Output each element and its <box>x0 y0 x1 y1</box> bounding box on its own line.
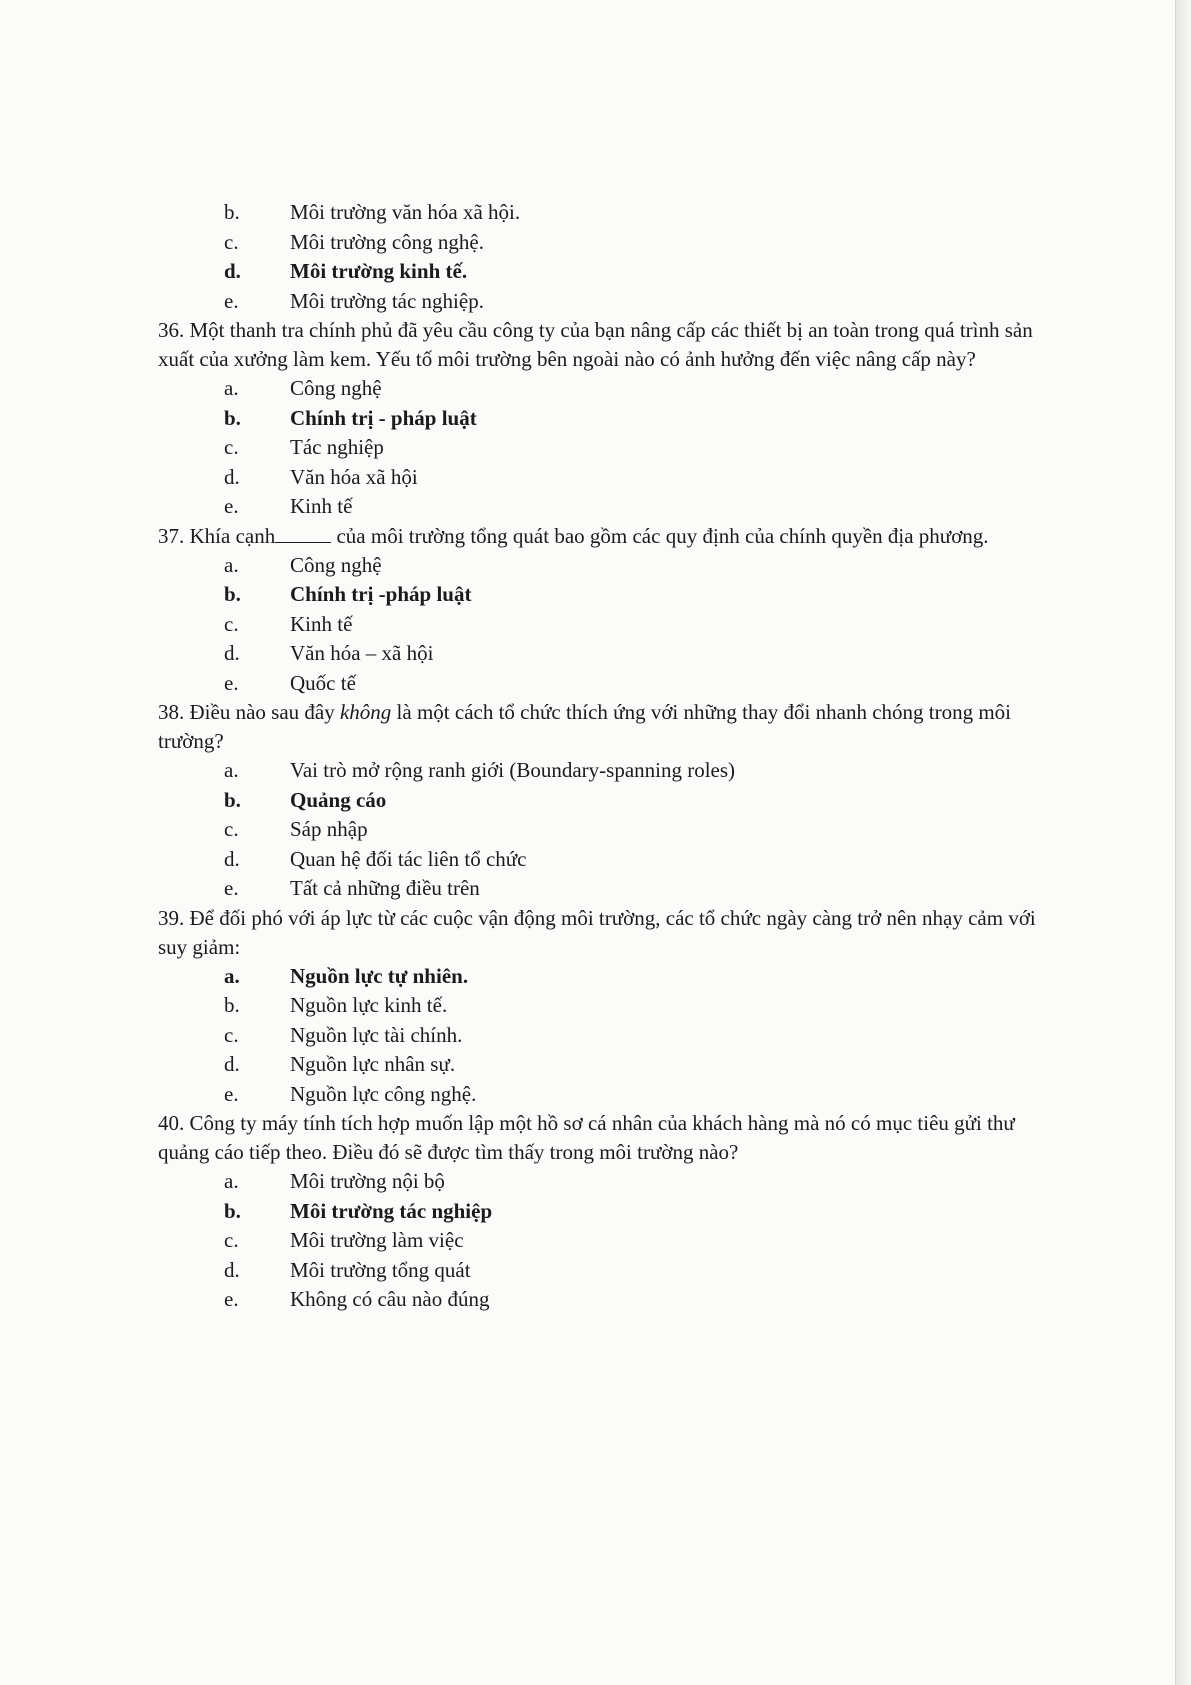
option-item <box>158 404 1038 434</box>
question-options <box>158 551 1038 699</box>
option-text: Tác nghiệp <box>290 435 384 459</box>
option-item <box>158 463 1038 493</box>
option-item <box>158 1226 1038 1256</box>
question-text-after: của môi trường tổng quát bao gồm các quy định của chính quyền địa phương. <box>331 523 989 548</box>
option-letter: d. <box>224 464 240 489</box>
option-item <box>158 1021 1038 1051</box>
option-item <box>158 433 1038 463</box>
option-text: Môi trường văn hóa xã hội. <box>290 200 521 224</box>
option-text: Môi trường làm việc <box>290 1228 464 1252</box>
option-text: Nguồn lực kinh tế. <box>290 993 448 1017</box>
option-text: Văn hóa – xã hội <box>290 641 434 665</box>
question-text-emphasis: không <box>339 700 392 724</box>
option-text: Nguồn lực công nghệ. <box>290 1081 477 1106</box>
option-letter: e. <box>224 1081 239 1106</box>
option-text: Quảng cáo <box>290 787 387 812</box>
option-letter: b. <box>224 787 241 812</box>
option-item <box>158 551 1038 581</box>
option-letter: e. <box>224 670 239 695</box>
question-text-before: 38. Điều nào sau đây <box>158 700 340 724</box>
continuation-options <box>158 198 1038 316</box>
option-text: Công nghệ <box>290 552 382 577</box>
option-item <box>158 198 1038 228</box>
option-text: Môi trường kinh tế. <box>290 259 468 283</box>
option-text: Công nghệ <box>290 376 382 400</box>
option-item <box>158 669 1038 699</box>
option-text: Chính trị - pháp luật <box>290 405 477 430</box>
option-letter: a. <box>224 376 239 400</box>
option-letter: c. <box>224 1228 239 1252</box>
option-text: Sáp nhập <box>290 817 368 841</box>
option-item <box>158 580 1038 610</box>
option-text: Quốc tế <box>290 670 356 695</box>
option-text: Quan hệ đối tác liên tổ chức <box>290 846 527 871</box>
option-letter: d. <box>224 846 240 871</box>
question-text: 39. Để đối phó với áp lực từ các cuộc vận động môi trường, các tổ chức ngày càng trở nên nhạy cảm với suy giảm: <box>158 905 1036 959</box>
question-options <box>158 374 1038 522</box>
question-39 <box>158 904 1038 1110</box>
option-letter: c. <box>224 435 239 459</box>
question-text-after: là một cách tổ chức thích ứng với những thay đổi nhanh chóng trong môi trường? <box>158 700 1012 753</box>
option-item <box>158 1167 1038 1197</box>
option-item <box>158 1256 1038 1286</box>
question-38 <box>158 698 1038 904</box>
option-letter: e. <box>224 876 239 900</box>
option-item <box>158 228 1038 258</box>
option-text: Môi trường tổng quát <box>290 1257 471 1282</box>
question-40 <box>158 1109 1038 1315</box>
scan-page-edge <box>1175 0 1191 1685</box>
option-text: Không có câu nào đúng <box>290 1287 490 1311</box>
fill-in-blank <box>275 524 331 543</box>
option-text: Nguồn lực nhân sự. <box>290 1052 456 1076</box>
option-item <box>158 492 1038 522</box>
question-text-before: 37. Khía cạnh <box>158 523 276 548</box>
option-letter: e. <box>224 1287 239 1311</box>
question-text <box>158 698 1038 756</box>
option-item <box>158 610 1038 640</box>
question-options <box>158 1167 1038 1315</box>
option-text: Kinh tế <box>290 494 353 518</box>
question-text: 40. Công ty máy tính tích hợp muốn lập một hồ sơ cá nhân của khách hàng mà nó có mục tiêu gửi thư quảng cáo tiếp theo. Điều đó sẽ được tìm thấy trong môi trường nào? <box>158 1111 1015 1164</box>
option-letter: c. <box>224 1022 239 1047</box>
option-text: Kinh tế <box>290 611 353 636</box>
page-content <box>158 198 1038 1315</box>
option-letter: d. <box>224 1052 240 1076</box>
question-36 <box>158 316 1038 522</box>
option-letter: b. <box>224 405 241 430</box>
option-letter: d. <box>224 1257 240 1282</box>
option-item <box>158 1080 1038 1110</box>
option-letter: e. <box>224 494 239 518</box>
option-text: Văn hóa xã hội <box>290 464 418 489</box>
option-letter: c. <box>224 229 239 254</box>
option-letter: b. <box>224 200 240 224</box>
option-text: Vai trò mở rộng ranh giới (Boundary-spanning roles) <box>290 758 736 782</box>
option-letter: a. <box>224 963 240 988</box>
option-item <box>158 639 1038 669</box>
option-letter: b. <box>224 582 241 606</box>
option-text: Nguồn lực tài chính. <box>290 1022 463 1047</box>
option-item <box>158 962 1038 992</box>
option-text: Môi trường tác nghiệp <box>290 1198 493 1223</box>
option-item <box>158 374 1038 404</box>
question-37 <box>158 522 1038 699</box>
option-item <box>158 1197 1038 1227</box>
option-letter: b. <box>224 1198 241 1223</box>
option-letter: a. <box>224 552 239 577</box>
option-letter: c. <box>224 611 239 636</box>
question-options <box>158 756 1038 904</box>
option-letter: a. <box>224 1169 239 1193</box>
option-text: Chính trị -pháp luật <box>290 582 472 606</box>
option-text: Tất cả những điều trên <box>290 876 480 900</box>
option-item <box>158 287 1038 317</box>
option-letter: e. <box>224 288 239 313</box>
option-item <box>158 1285 1038 1315</box>
question-options <box>158 962 1038 1110</box>
option-item <box>158 874 1038 904</box>
option-item <box>158 786 1038 816</box>
option-text: Môi trường nội bộ <box>290 1169 445 1193</box>
option-text: Môi trường công nghệ. <box>290 229 484 254</box>
option-item <box>158 257 1038 287</box>
option-letter: b. <box>224 993 240 1017</box>
option-text: Nguồn lực tự nhiên. <box>290 963 469 988</box>
option-item <box>158 845 1038 875</box>
option-letter: d. <box>224 259 241 283</box>
option-text: Môi trường tác nghiệp. <box>290 288 484 313</box>
option-letter: c. <box>224 817 239 841</box>
option-letter: d. <box>224 641 240 665</box>
option-item <box>158 1050 1038 1080</box>
option-item <box>158 756 1038 786</box>
option-letter: a. <box>224 758 239 782</box>
question-text <box>158 522 1038 551</box>
question-text: 36. Một thanh tra chính phủ đã yêu cầu công ty của bạn nâng cấp các thiết bị an toàn trong quá trình sản xuất của xưởng làm kem. Yếu tố môi trường bên ngoài nào có ảnh hưởng đến việc nâng cấp này? <box>158 318 1033 371</box>
option-item <box>158 991 1038 1021</box>
option-item <box>158 815 1038 845</box>
